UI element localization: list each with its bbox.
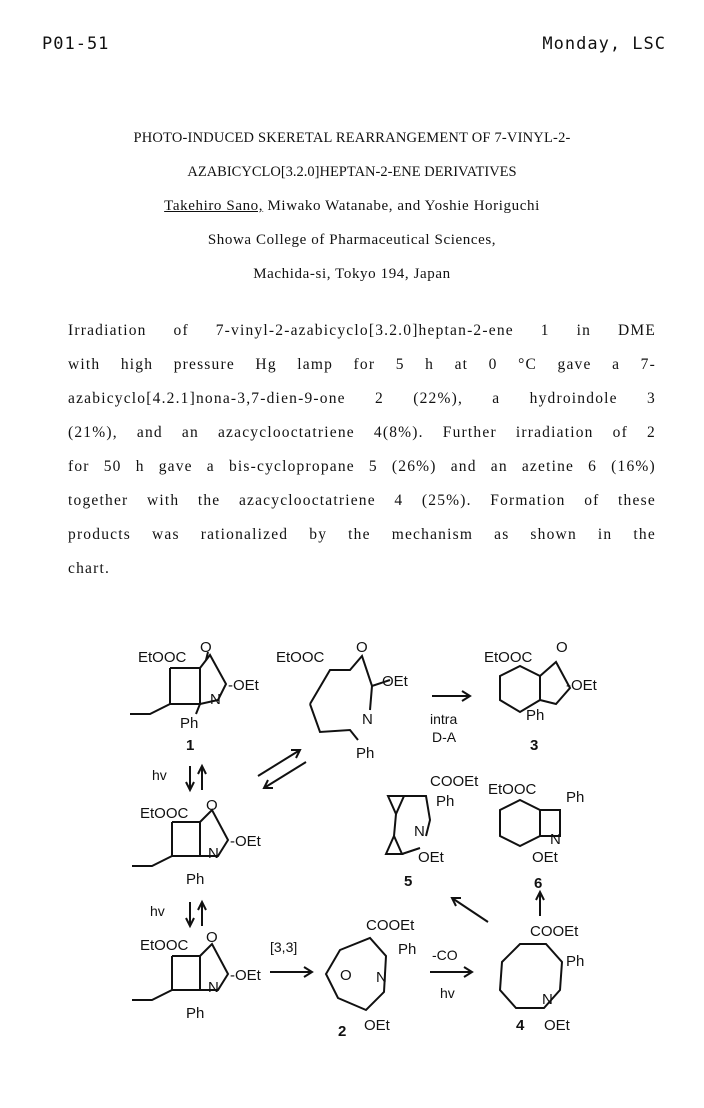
abstract-line [68, 356, 656, 374]
abstract-word: as [494, 526, 510, 543]
nitrogen-label: N [208, 979, 219, 996]
abstract-word: azacyclooctatriene [238, 492, 376, 509]
phenyl-label: Ph [180, 715, 199, 732]
abstract-word: for [353, 356, 376, 373]
session-label: Monday, LSC [542, 34, 666, 54]
abstract-word: with [68, 356, 101, 373]
abstract-word: of [584, 492, 600, 509]
phenyl-label: Ph [186, 1005, 205, 1022]
compound-5 [386, 773, 479, 890]
abstract-word: 4(8%). [373, 424, 424, 441]
abstract-word: with [146, 492, 180, 509]
abstract-word: h [425, 356, 435, 373]
abstract-word: hydroindole [529, 390, 618, 407]
abstract-word: a [612, 356, 621, 373]
abstract-line [68, 424, 656, 442]
abstract-word: an [490, 458, 508, 475]
co-authors: Miwako Watanabe, and Yoshie Horiguchi [263, 198, 540, 214]
compound-4 [500, 923, 584, 1034]
cyclohexene-ring-6 [500, 800, 540, 846]
abstract-word: DME [617, 322, 656, 339]
abstract-word: by [309, 526, 328, 543]
compound-6 [488, 781, 584, 892]
ester-label: COOEt [430, 773, 479, 790]
ester-label: EtOOC [488, 781, 537, 798]
abstract-line [68, 458, 656, 476]
condition-hv-3: hv [440, 985, 455, 1001]
abstract-word: the [633, 526, 656, 543]
compound-1-isomer-bottom [132, 929, 262, 1022]
abstract-word: Formation [490, 492, 566, 509]
abstract-line [68, 526, 656, 544]
compound-1 [130, 639, 260, 754]
abstract-word: 2 [375, 390, 384, 407]
ester-label: COOEt [530, 923, 579, 940]
compound-label-3: 3 [530, 737, 539, 754]
ethoxy-label: -OEt [566, 677, 597, 694]
abstract-word: Irradiation [68, 322, 147, 339]
condition-sigmatropic: [3,3] [270, 939, 298, 955]
abstract-word: mechanism [391, 526, 474, 543]
abstract-word: an [181, 424, 199, 441]
equilibrium-arrow-forward [258, 750, 300, 776]
ketone-o-label: O [556, 639, 568, 656]
abstract-word: azabicyclo[4.2.1]nona-3,7-dien-9-one [68, 390, 346, 407]
affiliation-line-1: Showa College of Pharmaceutical Sciences, [207, 232, 497, 248]
abstract-word: in [576, 322, 592, 339]
title-line-1: PHOTO-INDUCED SKERETAL REARRANGEMENT OF 7-VINYL-2- [133, 130, 571, 146]
abstract-word: the [197, 492, 221, 509]
nitrogen-label: N [362, 711, 373, 728]
abstract-word: irradiation [515, 424, 594, 441]
abstract-word: 7-vinyl-2-azabicyclo[3.2.0]heptan-2-ene [215, 322, 514, 339]
equilibrium-arrow-back [264, 762, 306, 788]
reaction-scheme [0, 600, 704, 1060]
cyclobutane-ring-1 [170, 668, 200, 704]
abstract-line [68, 390, 656, 408]
chain-backbone-lower [310, 704, 358, 740]
vinyl-group [132, 856, 172, 866]
abstract-word: and [136, 424, 163, 441]
abstract-word: the [348, 526, 371, 543]
abstract-word: at [454, 356, 469, 373]
ethoxy-label: OEt [544, 1017, 570, 1034]
ethoxy-label: OEt [382, 673, 408, 690]
abstract-word: (26%) [391, 458, 437, 475]
abstract-word: gave [557, 356, 592, 373]
compound-label-4: 4 [516, 1017, 525, 1034]
abstract-line [68, 322, 656, 340]
abstract-word: and [450, 458, 477, 475]
abstract-word: gave [158, 458, 193, 475]
abstract-word: 2 [647, 424, 656, 441]
presenting-author: Takehiro Sano, [164, 198, 264, 214]
ester-label: EtOOC [276, 649, 325, 666]
abstract-word: 3 [646, 390, 656, 407]
title-line-2: AZABICYCLO[3.2.0]HEPTAN-2-ENE DERIVATIVES [187, 164, 517, 180]
abstract-word: Hg [255, 356, 277, 373]
abstract-word: of [173, 322, 189, 339]
abstract-word: lamp [297, 356, 334, 373]
ketone-o-label: O [206, 929, 218, 946]
abstract-word: °C [518, 356, 538, 373]
abstract-word: 5 [368, 458, 378, 475]
phenyl-label: Ph [356, 745, 375, 762]
cyclopropane-upper [388, 796, 404, 814]
ethoxy-label: OEt [364, 1017, 390, 1034]
abstract-word: 4 [394, 492, 404, 509]
ester-label: EtOOC [140, 937, 189, 954]
abstract-word: in [597, 526, 613, 543]
abstract-word: was [151, 526, 180, 543]
phenyl-label: Ph [526, 707, 545, 724]
ketone-o-label: O [356, 639, 368, 656]
authors [0, 198, 704, 215]
ethoxy-label: -OEt [228, 677, 259, 694]
cyclobutane-ring [172, 956, 200, 990]
abstract-word: Further [442, 424, 497, 441]
abstract-line [68, 492, 656, 510]
abstract-word: 50 [103, 458, 122, 475]
abstract-word: (25%). [421, 492, 472, 509]
imine-bond [370, 686, 372, 710]
condition-decarbonylation: -CO [432, 947, 458, 963]
cyclobutane-ring [172, 822, 200, 856]
nitrogen-label: N [376, 969, 387, 986]
abstract-word: these [618, 492, 656, 509]
nitrogen-label: N [542, 991, 553, 1008]
cyclopropane-lower [386, 836, 402, 854]
ethoxy-label: OEt [418, 849, 444, 866]
abstract-word: (21%), [68, 424, 118, 441]
abstract-word: h [135, 458, 145, 475]
vinyl-group-1 [130, 704, 170, 714]
compound-label-2: 2 [338, 1023, 347, 1040]
condition-hv-2: hv [150, 903, 165, 919]
abstract-word: azetine [521, 458, 575, 475]
abstract-word: rationalized [200, 526, 289, 543]
phenyl-label: Ph [186, 871, 205, 888]
phenyl-label: Ph [398, 941, 417, 958]
compound-label-1: 1 [186, 737, 195, 754]
abstract-word: a [206, 458, 215, 475]
abstract-word: azacyclooctatriene [217, 424, 355, 441]
compound-3 [484, 639, 598, 754]
abstract-word: 1 [540, 322, 550, 339]
bridge-oxygen-label: O [340, 967, 352, 984]
abstract-word: pressure [173, 356, 235, 373]
abstract-word: 0 [488, 356, 498, 373]
phenyl-label: Ph [566, 953, 585, 970]
condition-da: D-A [432, 729, 457, 745]
compound-1-diastereomer [132, 797, 262, 888]
abstract-word: shown [530, 526, 577, 543]
vinyl-group [132, 990, 172, 1000]
ethoxy-label: -OEt [230, 967, 261, 984]
condition-hv-1: hv [152, 767, 167, 783]
ester-label: EtOOC [140, 805, 189, 822]
phenyl-label: Ph [566, 789, 585, 806]
ketone-o-label: O [206, 797, 218, 814]
abstract-word: bis-cyclopropane [228, 458, 355, 475]
compound-label-5: 5 [404, 873, 413, 890]
nitrogen-label: N [208, 845, 219, 862]
diene-intermediate [276, 639, 409, 762]
ketone-o-label: O [200, 639, 212, 656]
abstract-word: together [68, 492, 129, 509]
ring-bond-5b [394, 814, 396, 836]
abstract-line-last: chart. [68, 560, 111, 577]
abstract-word: high [120, 356, 154, 373]
abstract-word: a [492, 390, 501, 407]
ester-label: COOEt [366, 917, 415, 934]
ethoxy-label: -OEt [230, 833, 261, 850]
nitrogen-label: N [414, 823, 425, 840]
poster-code: P01-51 [42, 34, 110, 54]
compound-label-6: 6 [534, 875, 543, 892]
abstract-word: for [68, 458, 90, 475]
nitrogen-label: N [210, 691, 221, 708]
phenyl-label: Ph [436, 793, 455, 810]
phenyl-bond-1 [196, 704, 200, 714]
abstract-word: (16%) [611, 458, 656, 475]
condition-intra: intra [430, 711, 458, 727]
arrow-to-5 [452, 898, 488, 922]
abstract-word: 6 [588, 458, 598, 475]
affiliation-line-2: Machida-si, Tokyo 194, Japan [253, 266, 451, 282]
cyclohexene-ring-3 [500, 666, 540, 712]
compound-2 [326, 917, 416, 1040]
ester-label: EtOOC [484, 649, 533, 666]
ethoxy-label: OEt [532, 849, 558, 866]
abstract-word: 7- [640, 356, 656, 373]
abstract-word: 5 [395, 356, 405, 373]
nitrogen-label: N [550, 831, 561, 848]
ester-label: EtOOC [138, 649, 187, 666]
abstract-word: products [68, 526, 131, 543]
abstract-word: of [612, 424, 628, 441]
abstract-word: (22%), [413, 390, 464, 407]
